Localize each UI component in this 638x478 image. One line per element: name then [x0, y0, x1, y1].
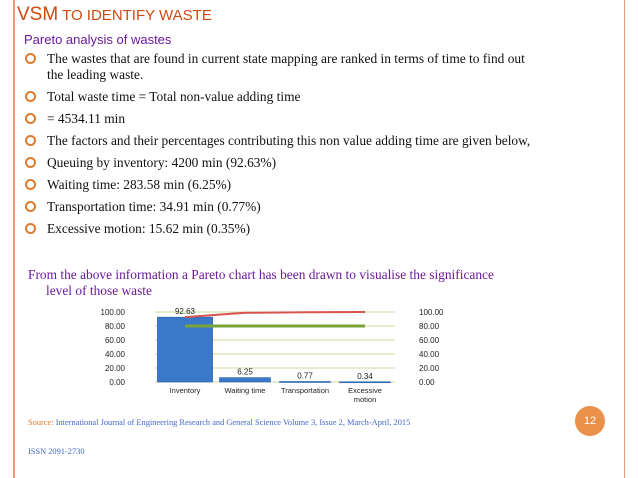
bullet-item	[24, 221, 544, 237]
slide-title	[17, 4, 212, 26]
y-tick-label-right: 20.00	[419, 364, 440, 373]
y-tick-label-right: 80.00	[419, 322, 440, 331]
bullet-ring-icon	[25, 157, 36, 168]
x-tick-label: motion	[353, 395, 377, 404]
source-label: Source:	[28, 418, 54, 427]
bullet-ring-icon	[25, 135, 36, 146]
bullet-item	[24, 177, 544, 193]
left-border-rule	[13, 0, 15, 478]
x-tick-label: Waiting time	[224, 386, 266, 395]
y-tick-label-left: 40.00	[104, 350, 125, 359]
bullet-item	[24, 111, 544, 127]
pareto-bar	[340, 382, 391, 383]
bullet-text: The factors and their percentages contributing this non value adding time are given below,	[47, 133, 531, 148]
bar-data-label: 6.25	[237, 367, 253, 377]
bullet-text: Transportation time: 34.91 min (0.77%)	[47, 199, 261, 214]
slide-subtitle: Pareto analysis of wastes	[24, 32, 172, 47]
bar-data-label: 92.63	[174, 307, 196, 317]
source-text: International Journal of Engineering Research and General Science Volume 3, Issue 2, March-April, 2015	[53, 418, 411, 427]
bullet-list	[24, 51, 544, 243]
note-line-1: From the above information a Pareto chart has been drawn to visualise the significance	[28, 267, 494, 282]
bullet-ring-icon	[25, 223, 36, 234]
bullet-text: Excessive motion: 15.62 min (0.35%)	[47, 221, 251, 236]
pareto-bar	[220, 378, 271, 382]
right-border-rule	[624, 0, 625, 478]
y-tick-label-left: 100.00	[100, 308, 125, 317]
title-lead: VSM	[17, 4, 59, 25]
bar-data-label: 0.77	[297, 371, 313, 381]
pareto-note	[28, 267, 548, 299]
bullet-item	[24, 133, 544, 149]
bullet-ring-icon	[25, 53, 36, 64]
bullet-item	[24, 155, 544, 171]
y-tick-label-left: 60.00	[104, 336, 125, 345]
bullet-item	[24, 199, 544, 215]
y-tick-label-left: 0.00	[109, 378, 125, 387]
x-tick-label: Transportation	[280, 386, 330, 395]
x-tick-label: Inventory	[169, 386, 201, 395]
y-tick-label-left: 80.00	[104, 322, 125, 331]
page-number-badge: 12	[575, 406, 605, 436]
y-tick-label-right: 100.00	[419, 308, 444, 317]
y-tick-label-left: 20.00	[104, 364, 125, 373]
bar-data-label: 0.34	[357, 371, 373, 381]
y-tick-label-right: 0.00	[419, 378, 435, 387]
bullet-ring-icon	[25, 179, 36, 190]
x-tick-label: Excessive	[348, 386, 382, 395]
bullet-ring-icon	[25, 113, 36, 124]
issn-text: ISSN 2091-2730	[28, 447, 85, 456]
bullet-text: Queuing by inventory: 4200 min (92.63%)	[47, 155, 277, 170]
source-citation	[28, 418, 410, 427]
bullet-text: = 4534.11 min	[47, 111, 126, 126]
y-tick-label-right: 40.00	[419, 350, 440, 359]
bullet-item	[24, 51, 544, 83]
bullet-item	[24, 89, 544, 105]
bullet-text: Total waste time = Total non-value adding time	[47, 89, 301, 104]
y-tick-label-right: 60.00	[419, 336, 440, 345]
pareto-chart	[95, 302, 455, 406]
note-line-2: level of those waste	[46, 283, 152, 298]
bullet-ring-icon	[25, 91, 36, 102]
title-rest: TO IDENTIFY WASTE	[58, 7, 212, 24]
cumulative-line	[185, 312, 365, 317]
bullet-ring-icon	[25, 201, 36, 212]
pareto-bar	[280, 381, 331, 382]
bullet-text: The wastes that are found in current state mapping are ranked in terms of time to find out the leading waste.	[47, 51, 525, 82]
bullet-text: Waiting time: 283.58 min (6.25%)	[47, 177, 232, 192]
